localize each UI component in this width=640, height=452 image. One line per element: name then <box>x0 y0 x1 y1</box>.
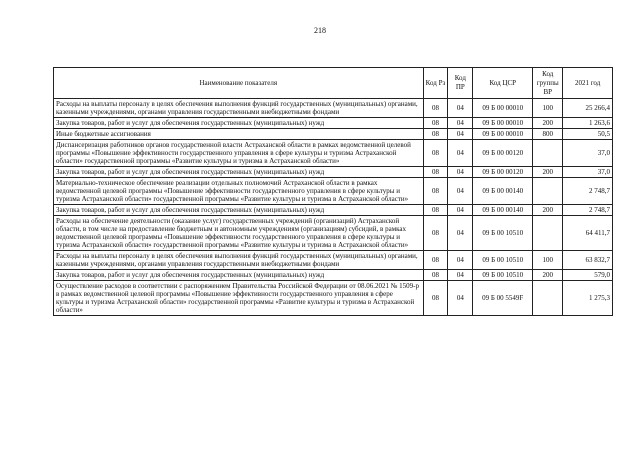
row-csr: 09 Б 00 5549F <box>473 281 533 316</box>
page-number: 218 <box>314 26 326 35</box>
row-pr: 04 <box>448 167 473 178</box>
row-vr <box>533 140 563 167</box>
row-rz: 08 <box>423 251 448 270</box>
row-csr: 09 Б 00 00010 <box>473 99 533 118</box>
row-name: Иные бюджетные ассигнования <box>54 129 424 140</box>
row-rz: 08 <box>423 270 448 281</box>
row-rz: 08 <box>423 216 448 251</box>
row-pr: 04 <box>448 205 473 216</box>
row-name: Закупка товаров, работ и услуг для обеспечения государственных (муниципальных) нужд <box>54 270 424 281</box>
row-name: Закупка товаров, работ и услуг для обеспечения государственных (муниципальных) нужд <box>54 118 424 129</box>
row-vr <box>533 178 563 205</box>
row-pr: 04 <box>448 118 473 129</box>
row-pr: 04 <box>448 270 473 281</box>
row-pr: 04 <box>448 140 473 167</box>
row-vr: 200 <box>533 270 563 281</box>
row-csr: 09 Б 00 10510 <box>473 251 533 270</box>
row-name: Расходы на выплаты персоналу в целях обеспечения выполнения функций государственных (муниципальных) органами, казенными учреждениями, органами управления государственными внебюджетными фондами <box>54 251 424 270</box>
header-vr: Код группы ВР <box>533 68 563 99</box>
row-name: Закупка товаров, работ и услуг для обеспечения государственных (муниципальных) нужд <box>54 205 424 216</box>
row-csr: 09 Б 00 00010 <box>473 129 533 140</box>
row-amount: 1 263,6 <box>563 118 613 129</box>
table-row <box>54 270 613 281</box>
header-pr: Код ПР <box>448 68 473 99</box>
table-row <box>54 167 613 178</box>
budget-table <box>53 67 613 316</box>
row-pr: 04 <box>448 178 473 205</box>
row-csr: 09 Б 00 00120 <box>473 167 533 178</box>
table-row <box>54 178 613 205</box>
row-vr <box>533 216 563 251</box>
row-amount: 37,0 <box>563 140 613 167</box>
row-pr: 04 <box>448 129 473 140</box>
row-vr <box>533 281 563 316</box>
row-csr: 09 Б 00 10510 <box>473 216 533 251</box>
header-csr: Код ЦСР <box>473 68 533 99</box>
row-vr: 800 <box>533 129 563 140</box>
row-amount: 25 266,4 <box>563 99 613 118</box>
table-row <box>54 205 613 216</box>
row-name: Расходы на выплаты персоналу в целях обеспечения выполнения функций государственных (муниципальных) органами, казенными учреждениями, органами управления государственными внебюджетными фондами <box>54 99 424 118</box>
table-row <box>54 251 613 270</box>
row-rz: 08 <box>423 167 448 178</box>
table-header-row <box>54 68 613 99</box>
row-amount: 50,5 <box>563 129 613 140</box>
row-pr: 04 <box>448 99 473 118</box>
row-amount: 37,0 <box>563 167 613 178</box>
row-vr: 200 <box>533 118 563 129</box>
row-csr: 09 Б 00 00140 <box>473 205 533 216</box>
row-amount: 1 275,3 <box>563 281 613 316</box>
row-pr: 04 <box>448 216 473 251</box>
row-name: Закупка товаров, работ и услуг для обеспечения государственных (муниципальных) нужд <box>54 167 424 178</box>
table-row <box>54 140 613 167</box>
row-vr: 100 <box>533 251 563 270</box>
header-name: Наименование показателя <box>54 68 424 99</box>
row-amount: 2 748,7 <box>563 205 613 216</box>
row-rz: 08 <box>423 178 448 205</box>
row-amount: 63 832,7 <box>563 251 613 270</box>
table-row <box>54 281 613 316</box>
row-csr: 09 Б 00 00010 <box>473 118 533 129</box>
row-amount: 64 411,7 <box>563 216 613 251</box>
row-name: Осуществление расходов в соответствии с распоряжением Правительства Российской Федерации от 08.06.2021 № 1509-р в рамках ведомственной целевой программы «Повышение эффективности государственного управления в сфере культуры и туризма Астраханской области» государственной программы «Развитие культуры и туризма в Астраханской области» <box>54 281 424 316</box>
header-year: 2021 год <box>563 68 613 99</box>
row-name: Расходы на обеспечение деятельности (оказание услуг) государственных учреждений (организаций) Астраханской области, в том числе на предоставление бюджетным и автономным учреждениям (организациям) субсидий, в рамках ведомственной целевой программы «Повышение эффективности государственного управления в сфере культуры и туризма Астраханской области» государственной программы «Развитие культуры и туризма в Астраханской области» <box>54 216 424 251</box>
row-rz: 08 <box>423 129 448 140</box>
row-csr: 09 Б 00 00140 <box>473 178 533 205</box>
table-row <box>54 118 613 129</box>
row-rz: 08 <box>423 99 448 118</box>
row-rz: 08 <box>423 281 448 316</box>
row-vr: 200 <box>533 205 563 216</box>
row-vr: 200 <box>533 167 563 178</box>
row-amount: 2 748,7 <box>563 178 613 205</box>
row-rz: 08 <box>423 118 448 129</box>
row-rz: 08 <box>423 140 448 167</box>
header-rz: Код Рз <box>423 68 448 99</box>
row-pr: 04 <box>448 251 473 270</box>
row-pr: 04 <box>448 281 473 316</box>
row-csr: 09 Б 00 10510 <box>473 270 533 281</box>
table-row <box>54 129 613 140</box>
row-name: Диспансеризация работников органов государственной власти Астраханской области в рамках ведомственной целевой программы «Повышение эффективности государственного управления в сфере культуры и туризма Астраханской области» государственной программы «Развитие культуры и туризма в Астраханской области» <box>54 140 424 167</box>
row-vr: 100 <box>533 99 563 118</box>
row-rz: 08 <box>423 205 448 216</box>
row-name: Материально-техническое обеспечение реализации отдельных полномочий Астраханской области в рамках ведомственной целевой программы «Повышение эффективности государственного управления в сфере культуры и туризма Астраханской области» государственной программы «Развитие культуры и туризма в Астраханской области» <box>54 178 424 205</box>
row-amount: 579,0 <box>563 270 613 281</box>
table-row <box>54 99 613 118</box>
table-row <box>54 216 613 251</box>
row-csr: 09 Б 00 00120 <box>473 140 533 167</box>
